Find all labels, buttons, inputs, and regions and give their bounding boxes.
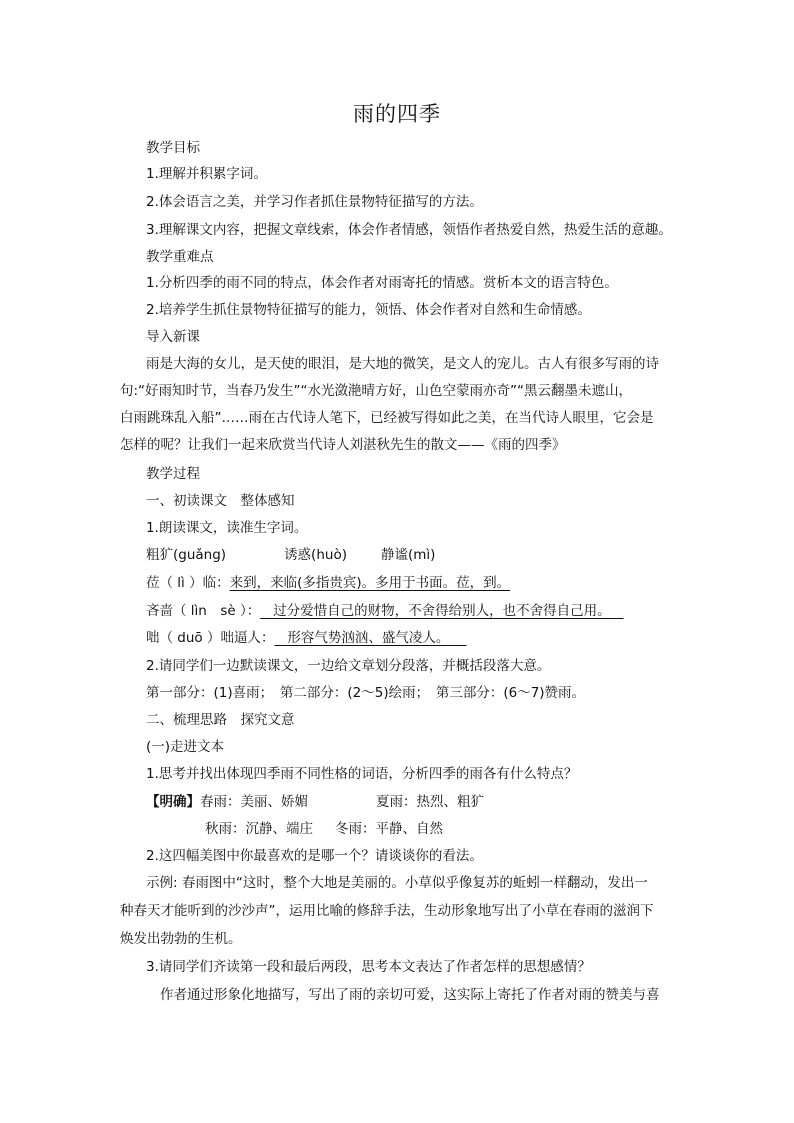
vocab-definition: 过分爱惜自己的财物，不舍得给别人，也不舍得自己用。 <box>273 603 611 619</box>
intro-heading: 导入新课 <box>146 329 200 345</box>
example-line: 种春天才能听到的沙沙声”，运用比喻的修辞手法，生动形象地写出了小草在春雨的滋润下 <box>120 903 654 919</box>
step1-text: 1.朗读课文，读准生字词。 <box>146 520 308 536</box>
answer-label: 【明确】 <box>146 794 200 810</box>
vocab-definition: 形容气势汹汹、盛气凌人。 <box>287 630 450 646</box>
winter-rain: 冬雨：平静、自然 <box>335 821 443 837</box>
autumn-rain: 秋雨：沉静、端庄 <box>205 821 313 837</box>
objective-item: 1.理解并积累字词。 <box>146 166 267 182</box>
vocab-row <box>146 628 467 648</box>
pinyin-item: 粗犷(guǎng) <box>146 547 227 563</box>
question-1: 1.思考并找出体现四季雨不同性格的词语，分析四季的雨各有什么特点？ <box>146 766 578 782</box>
process-heading: 教学过程 <box>146 466 200 482</box>
key-points-heading: 教学重难点 <box>146 249 214 265</box>
page-title: 雨的四季 <box>353 102 441 126</box>
example-line: 示例: 春雨图中“这时，整个大地是美丽的。小草似乎像复苏的蚯蚓一样翻动，发出一 <box>146 875 648 891</box>
objective-item: 2.体会语言之美，并学习作者抓住景物特征描写的方法。 <box>146 194 483 210</box>
pinyin-item: 诱惑(huò) <box>284 547 347 563</box>
parts-summary: 第一部分：(1)喜雨； 第二部分：(2～5)绘雨； 第三部分：(6～7)赞雨。 <box>146 685 586 701</box>
part1-heading: 一、初读课文 整体感知 <box>146 493 295 509</box>
vocab-definition: 来到，来临(多指贵宾)。多用于书面。莅，到。 <box>229 575 511 591</box>
intro-line: 句:“好雨知时节，当春乃发生”“水光潋滟晴方好，山色空蒙雨亦奇”“黑云翻墨未遮山， <box>120 383 633 399</box>
example-line: 焕发出勃勃的生机。 <box>120 931 242 947</box>
intro-line: 怎样的呢？让我们一起来欣赏当代诗人刘湛秋先生的散文——《雨的四季》 <box>120 437 566 453</box>
summer-rain: 夏雨：热烈、粗犷 <box>376 794 484 810</box>
vocab-row <box>146 573 510 593</box>
objective-item: 3.理解课文内容，把握文章线索，体会作者情感，领悟作者热爱自然，热爱生活的意趣。 <box>146 222 672 238</box>
pinyin-item: 静谧(mì) <box>380 547 436 563</box>
objectives-heading: 教学目标 <box>146 140 200 156</box>
vocab-term: 咄（ duō ）咄逼人： <box>146 630 275 646</box>
answer-row <box>146 792 484 812</box>
key-point-item: 2.培养学生抓住景物特征描写的能力，领悟、体会作者对自然和生命情感。 <box>146 302 591 318</box>
question-3-answer: 作者通过形象化地描写，写出了雨的亲切可爱，这实际上寄托了作者对雨的赞美与喜 <box>160 987 660 1003</box>
question-2: 2.这四幅美图中你最喜欢的是哪一个？请谈谈你的看法。 <box>146 848 483 864</box>
intro-line: 雨是大海的女儿，是天使的眼泪，是大地的微笑，是文人的宠儿。古人有很多写雨的诗 <box>146 356 659 372</box>
step2-text: 2.请同学们一边默读课文，一边给文章划分段落，并概括段落大意。 <box>146 658 551 674</box>
vocab-term: 吝啬（ lìn sè ）： <box>146 603 261 619</box>
part2-heading: 二、梳理思路 探究文意 <box>146 712 295 728</box>
question-3: 3.请同学们齐读第一段和最后两段，思考本文表达了作者怎样的思想感情？ <box>146 959 591 975</box>
vocab-term: 莅（ lì ）临： <box>146 575 230 591</box>
answer-row <box>205 819 443 839</box>
spring-rain: 春雨：美丽、娇媚 <box>200 794 308 810</box>
key-point-item: 1.分析四季的雨不同的特点，体会作者对雨寄托的情感。赏析本文的语言特色。 <box>146 275 618 291</box>
vocab-row <box>146 601 623 621</box>
intro-line: 白雨跳珠乱入船”……雨在古代诗人笔下，已经被写得如此之美，在当代诗人眼里，它会是 <box>120 410 654 426</box>
pinyin-row <box>146 545 435 565</box>
subsection-heading: (一)走进文本 <box>146 739 225 755</box>
